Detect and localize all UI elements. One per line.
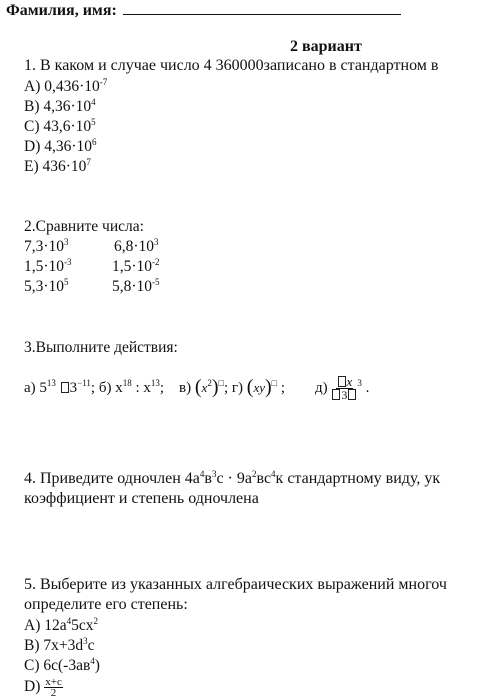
exponent: 4 [66,616,72,626]
text-part: В) 7x+3d [24,637,84,654]
numerator-text: x [346,374,353,389]
number-exponent: 3 [154,237,159,247]
expr-a-exp1: 13 [46,377,56,388]
option-text: С) 43,6·10 [24,118,92,135]
option-text: E) 436·10 [24,158,87,175]
exponent: 3 [211,469,217,479]
task5-line2: определите его степень: [24,596,188,613]
expr-g-label: ; г) [223,379,244,396]
missing-exponent-icon: □ [218,377,224,388]
exponent: 2 [93,616,99,626]
task4-line1 [24,470,440,489]
task1-option-a [24,78,107,97]
surname-line [6,2,401,20]
expr-a-base2: 3 [69,379,78,396]
text-part: с [87,637,95,654]
exponent: 2 [251,469,257,479]
text-part: в [204,470,212,487]
task5-option-b [24,637,95,656]
number-exponent: 5 [64,277,69,287]
option-exponent: 6 [92,137,97,147]
number-text: 1,5·10 [24,258,65,275]
option-exponent: 7 [86,157,91,167]
text-part: 4. Приведите одночлен 4a [24,470,200,487]
text-part: С) 6с(-3ав [24,657,91,674]
expr-a-exp2: −11 [77,377,91,388]
task3-expressions [24,376,369,401]
option-d-fraction [44,677,63,697]
task5-line1: 5. Выберите из указанных алгебраических выражений многоч [24,576,447,593]
fraction-denominator: 2 [50,687,57,697]
denominator-text: 3 [341,388,348,402]
option-exponent: 5 [91,117,96,127]
expr-d-fraction [331,376,357,401]
surname-underline [123,2,401,15]
exponent: 4 [199,469,205,479]
task2-question: 2.Сравните числа: [24,218,144,235]
exponent: 4 [271,469,276,479]
task2-row [24,258,284,277]
compare-right [114,238,159,257]
task1-option-d [24,138,97,157]
fraction-numerator: x+c [45,676,62,688]
expr-b-exp1: 18 [122,377,132,388]
number-text: 5,8·10 [112,278,153,295]
variant-title: 2 вариант [290,38,362,55]
expr-b-mid: : x [131,379,151,396]
right-paren-icon: ) [211,375,219,398]
expr-b-end: ; [159,379,165,396]
task2-row [24,278,284,297]
task2-row [24,238,284,257]
expr-a-label: а) 5 [24,379,47,396]
compare-left [24,238,69,255]
expr-c-label: в) [179,379,192,396]
expr-g-end: ; [280,379,286,396]
expr-g-base: xy [253,379,265,395]
task3-question: 3.Выполните действия: [24,339,178,356]
expr-d-end: . [365,379,370,396]
text-part: с · 9a [216,470,252,487]
expr-c-base: x [201,379,208,395]
compare-right [112,258,160,277]
number-text: 7,3·10 [24,238,65,255]
text-part: 5cx [71,617,94,634]
task1-question: 1. В каком и случае число 4 360000записано в стандартном в [24,57,439,74]
expr-b-exp2: 13 [150,377,160,388]
unknown-box-icon [332,389,340,400]
expr-b-label: ; б) x [90,379,123,396]
option-text: В) 4,36·10 [24,98,92,115]
surname-label: Фамилия, имя: [6,2,117,19]
number-exponent: -2 [152,257,160,267]
compare-left [24,278,69,295]
left-paren-icon: ( [246,375,254,398]
text-part: вс [256,470,272,487]
text-part: ) [94,657,100,674]
task5-option-a [24,617,98,636]
expr-d-label: д) [315,379,328,396]
expr-c-inner-exp: 2 [207,377,212,388]
compare-left [24,258,72,275]
number-text: 6,8·10 [114,238,155,255]
missing-exponent-icon: □ [271,377,278,388]
text-part: А) 12a [24,617,67,634]
unknown-box-icon [348,389,356,400]
exponent: 4 [90,656,95,666]
number-exponent: -5 [152,277,160,287]
task1-option-b [24,98,96,117]
unknown-box-icon [338,376,346,387]
unknown-box-icon [61,382,69,393]
right-paren-icon: ) [264,375,272,398]
compare-right [112,278,160,297]
number-exponent: -3 [64,257,72,267]
left-paren-icon: ( [194,375,202,398]
option-text: D) 4,36·10 [24,138,93,155]
task1-option-e [24,158,91,177]
option-text: А) 0,436·10 [24,78,100,95]
expr-d-exp: 3 [357,377,362,388]
text-part: D) [24,678,41,696]
task5-option-d [24,677,63,697]
number-exponent: 3 [64,237,69,247]
option-exponent: -7 [99,77,108,87]
option-exponent: 4 [91,97,96,107]
text-part: к стандартному виду, ук [275,470,441,487]
task4-line2: коэффициент и степень одночлена [24,490,259,507]
number-text: 5,3·10 [24,278,65,295]
exponent: 3 [83,636,88,646]
task5-option-c [24,657,100,676]
fraction-denominator [331,389,357,401]
number-text: 1,5·10 [112,258,153,275]
task1-option-c [24,118,96,137]
